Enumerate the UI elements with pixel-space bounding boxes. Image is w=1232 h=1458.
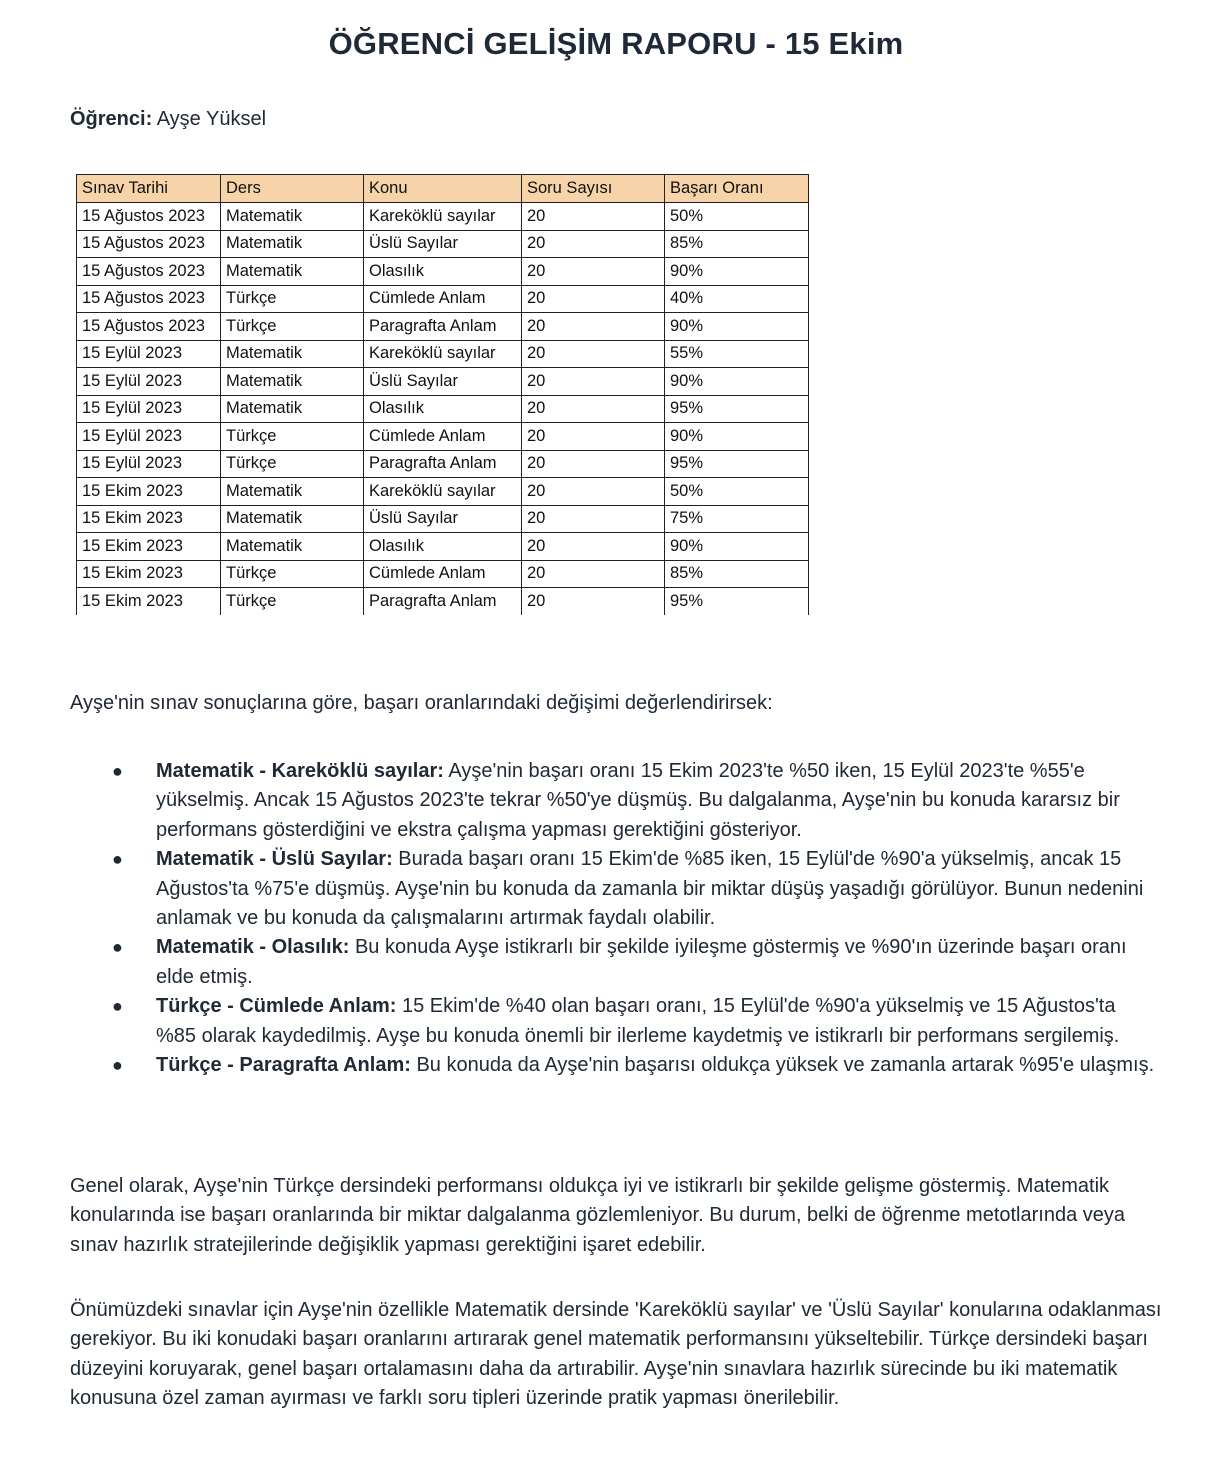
table-row: [77, 368, 809, 396]
cell-success-rate: 90%: [665, 423, 809, 451]
table-row: [77, 258, 809, 286]
analysis-intro: Ayşe'nin sınav sonuçlarına göre, başarı oranlarındaki değişimi değerlendirirsek:: [70, 692, 773, 714]
finding-label: Matematik - Üslü Sayılar:: [156, 848, 393, 871]
cell-question-count: 20: [522, 450, 665, 478]
cell-exam-date: 15 Eylül 2023: [77, 450, 221, 478]
cell-success-rate: 90%: [665, 533, 809, 561]
cell-question-count: 20: [522, 340, 665, 368]
finding-text: Ayşe'nin başarı oranı 15 Ekim 2023'te %50 iken, 15 Eylül 2023'te %55'e yükselmiş. Ancak 15 Ağustos 2023'te tekrar %50'ye düşmüş. Bu dalgalanma, Ayşe'nin bu konuda kararsız bir performans gösterdiğini ve ekstra çalışma yapması gerektiğini gösteriyor.: [156, 760, 1120, 841]
cell-question-count: 20: [522, 423, 665, 451]
cell-subject: Türkçe: [221, 423, 364, 451]
cell-exam-date: 15 Ekim 2023: [77, 588, 221, 615]
cell-question-count: 20: [522, 313, 665, 341]
cell-success-rate: 85%: [665, 560, 809, 588]
list-item: [70, 845, 1160, 933]
finding-text: Bu konuda Ayşe istikrarlı bir şekilde iyileşme göstermiş ve %90'ın üzerinde başarı oranı elde etmiş.: [156, 936, 1127, 988]
cell-topic: Üslü Sayılar: [364, 505, 522, 533]
cell-question-count: 20: [522, 203, 665, 231]
table-header-row: [77, 175, 809, 203]
header-question-count: Soru Sayısı: [522, 175, 665, 203]
cell-success-rate: 90%: [665, 258, 809, 286]
student-name: Ayşe Yüksel: [152, 108, 267, 130]
student-line: [70, 108, 266, 131]
list-item: [70, 933, 1160, 992]
cell-success-rate: 90%: [665, 368, 809, 396]
cell-exam-date: 15 Eylül 2023: [77, 423, 221, 451]
cell-subject: Matematik: [221, 230, 364, 258]
finding-label: Matematik - Kareköklü sayılar:: [156, 760, 444, 782]
cell-subject: Matematik: [221, 203, 364, 231]
bullet-icon: ●: [112, 937, 123, 958]
student-label: Öğrenci:: [70, 108, 153, 130]
header-exam-date: Sınav Tarihi: [77, 175, 221, 203]
cell-subject: Türkçe: [221, 588, 364, 615]
cell-exam-date: 15 Ekim 2023: [77, 533, 221, 561]
table-row: [77, 560, 809, 588]
cell-topic: Cümlede Anlam: [364, 560, 522, 588]
table-row: [77, 533, 809, 561]
cell-question-count: 20: [522, 285, 665, 313]
cell-subject: Türkçe: [221, 450, 364, 478]
cell-topic: Cümlede Anlam: [364, 423, 522, 451]
cell-success-rate: 55%: [665, 340, 809, 368]
table-row: [77, 450, 809, 478]
table-row: [77, 313, 809, 341]
table-row: [77, 230, 809, 258]
exam-results-table: [76, 174, 809, 615]
table-row: [77, 203, 809, 231]
list-item: [70, 992, 1160, 1051]
finding-label: Türkçe - Cümlede Anlam:: [156, 995, 397, 1018]
table-body: [77, 203, 809, 615]
cell-subject: Matematik: [221, 368, 364, 396]
finding-text: Burada başarı oranı 15 Ekim'de %85 iken, 15 Eylül'de %90'a yükselmiş, ancak 15 Ağustos'ta %75'e düşmüş. Ayşe'nin bu konuda da zamanla bir miktar düşüş yaşadığı görülüyor. Bunun nedenini anlamak ve bu konuda da çalışmalarını artırmak faydalı olabilir.: [156, 848, 1144, 930]
table-row: [77, 478, 809, 506]
cell-success-rate: 75%: [665, 505, 809, 533]
list-item: [70, 757, 1160, 845]
finding-label: Matematik - Olasılık:: [156, 936, 350, 959]
cell-exam-date: 15 Ekim 2023: [77, 560, 221, 588]
cell-subject: Matematik: [221, 258, 364, 286]
cell-subject: Türkçe: [221, 313, 364, 341]
cell-exam-date: 15 Ağustos 2023: [77, 203, 221, 231]
table-row: [77, 285, 809, 313]
cell-topic: Paragrafta Anlam: [364, 588, 522, 615]
finding-label: Türkçe - Paragrafta Anlam:: [156, 1054, 411, 1077]
cell-question-count: 20: [522, 230, 665, 258]
cell-subject: Matematik: [221, 533, 364, 561]
bullet-icon: ●: [112, 1055, 123, 1076]
findings-list: [70, 757, 1160, 1080]
bullet-icon: ●: [112, 761, 123, 781]
header-success-rate: Başarı Oranı: [665, 175, 809, 203]
header-subject: Ders: [221, 175, 364, 203]
cell-success-rate: 40%: [665, 285, 809, 313]
cell-success-rate: 90%: [665, 313, 809, 341]
cell-topic: Paragrafta Anlam: [364, 450, 522, 478]
cell-exam-date: 15 Ağustos 2023: [77, 285, 221, 313]
cell-exam-date: 15 Ağustos 2023: [77, 258, 221, 286]
cell-success-rate: 95%: [665, 450, 809, 478]
cell-subject: Matematik: [221, 395, 364, 423]
header-topic: Konu: [364, 175, 522, 203]
cell-success-rate: 85%: [665, 230, 809, 258]
cell-topic: Olasılık: [364, 533, 522, 561]
cell-subject: Matematik: [221, 340, 364, 368]
cell-success-rate: 95%: [665, 588, 809, 615]
cell-subject: Türkçe: [221, 560, 364, 588]
cell-topic: Kareköklü sayılar: [364, 203, 522, 231]
cell-topic: Kareköklü sayılar: [364, 340, 522, 368]
cell-success-rate: 95%: [665, 395, 809, 423]
cell-exam-date: 15 Ekim 2023: [77, 478, 221, 506]
finding-text: Bu konuda da Ayşe'nin başarısı oldukça yüksek ve zamanla artarak %95'e ulaşmış.: [410, 1054, 1155, 1077]
cell-question-count: 20: [522, 588, 665, 615]
cell-question-count: 20: [522, 478, 665, 506]
bullet-icon: ●: [112, 849, 123, 870]
cell-exam-date: 15 Ekim 2023: [77, 505, 221, 533]
table-row: [77, 395, 809, 423]
cell-question-count: 20: [522, 505, 665, 533]
table-row: [77, 423, 809, 451]
cell-question-count: 20: [522, 368, 665, 396]
cell-subject: Matematik: [221, 505, 364, 533]
cell-question-count: 20: [522, 258, 665, 286]
cell-topic: Olasılık: [364, 395, 522, 423]
cell-subject: Matematik: [221, 478, 364, 506]
cell-topic: Cümlede Anlam: [364, 285, 522, 313]
page-title: ÖĞRENCİ GELİŞİM RAPORU - 15 Ekim: [328, 26, 904, 61]
cell-subject: Türkçe: [221, 285, 364, 313]
cell-topic: Paragrafta Anlam: [364, 313, 522, 341]
table-row: [77, 340, 809, 368]
cell-exam-date: 15 Ağustos 2023: [77, 230, 221, 258]
cell-exam-date: 15 Eylül 2023: [77, 340, 221, 368]
cell-question-count: 20: [522, 533, 665, 561]
cell-topic: Kareköklü sayılar: [364, 478, 522, 506]
cell-exam-date: 15 Eylül 2023: [77, 395, 221, 423]
cell-success-rate: 50%: [665, 478, 809, 506]
cell-success-rate: 50%: [665, 203, 809, 231]
table-row: [77, 588, 809, 615]
cell-topic: Üslü Sayılar: [364, 368, 522, 396]
bullet-icon: ●: [112, 996, 123, 1017]
cell-question-count: 20: [522, 560, 665, 588]
table-row: [77, 505, 809, 533]
cell-exam-date: 15 Ağustos 2023: [77, 313, 221, 341]
list-item: [70, 1051, 1160, 1080]
conclusion-paragraph-1: Genel olarak, Ayşe'nin Türkçe dersindeki performansı oldukça iyi ve istikrarlı bir şekilde gelişme göstermiş. Matematik konularında ise başarı oranlarında bir miktar dalgalanma gözlemleniyor. Bu durum, belki de öğrenme metotlarında veya sınav hazırlık stratejilerinde değişiklik yapması gerektiğini işaret edebilir.: [70, 1175, 1126, 1256]
cell-topic: Olasılık: [364, 258, 522, 286]
cell-exam-date: 15 Eylül 2023: [77, 368, 221, 396]
conclusion-paragraph-2: Önümüzdeki sınavlar için Ayşe'nin özellikle Matematik dersinde 'Kareköklü sayılar' ve 'Üslü Sayılar' konularına odaklanması gerekiyor. Bu iki konudaki başarı oranlarını artırarak genel matematik performansını yükseltebilir. Türkçe dersindeki başarı düzeyini koruyarak, genel başarı ortalamasını daha da artırabilir. Ayşe'nin sınavlara hazırlık sürecinde bu iki matematik konusuna özel zaman ayırması ve farklı soru tipleri üzerinde pratik yapması önerilebilir.: [70, 1299, 1162, 1410]
cell-question-count: 20: [522, 395, 665, 423]
finding-text: 15 Ekim'de %40 olan başarı oranı, 15 Eylül'de %90'a yükselmiş ve 15 Ağustos'ta %85 olarak kaydedilmiş. Ayşe bu konuda önemli bir ilerleme kaydetmiş ve istikrarlı bir performans sergilemiş.: [156, 995, 1120, 1047]
cell-topic: Üslü Sayılar: [364, 230, 522, 258]
